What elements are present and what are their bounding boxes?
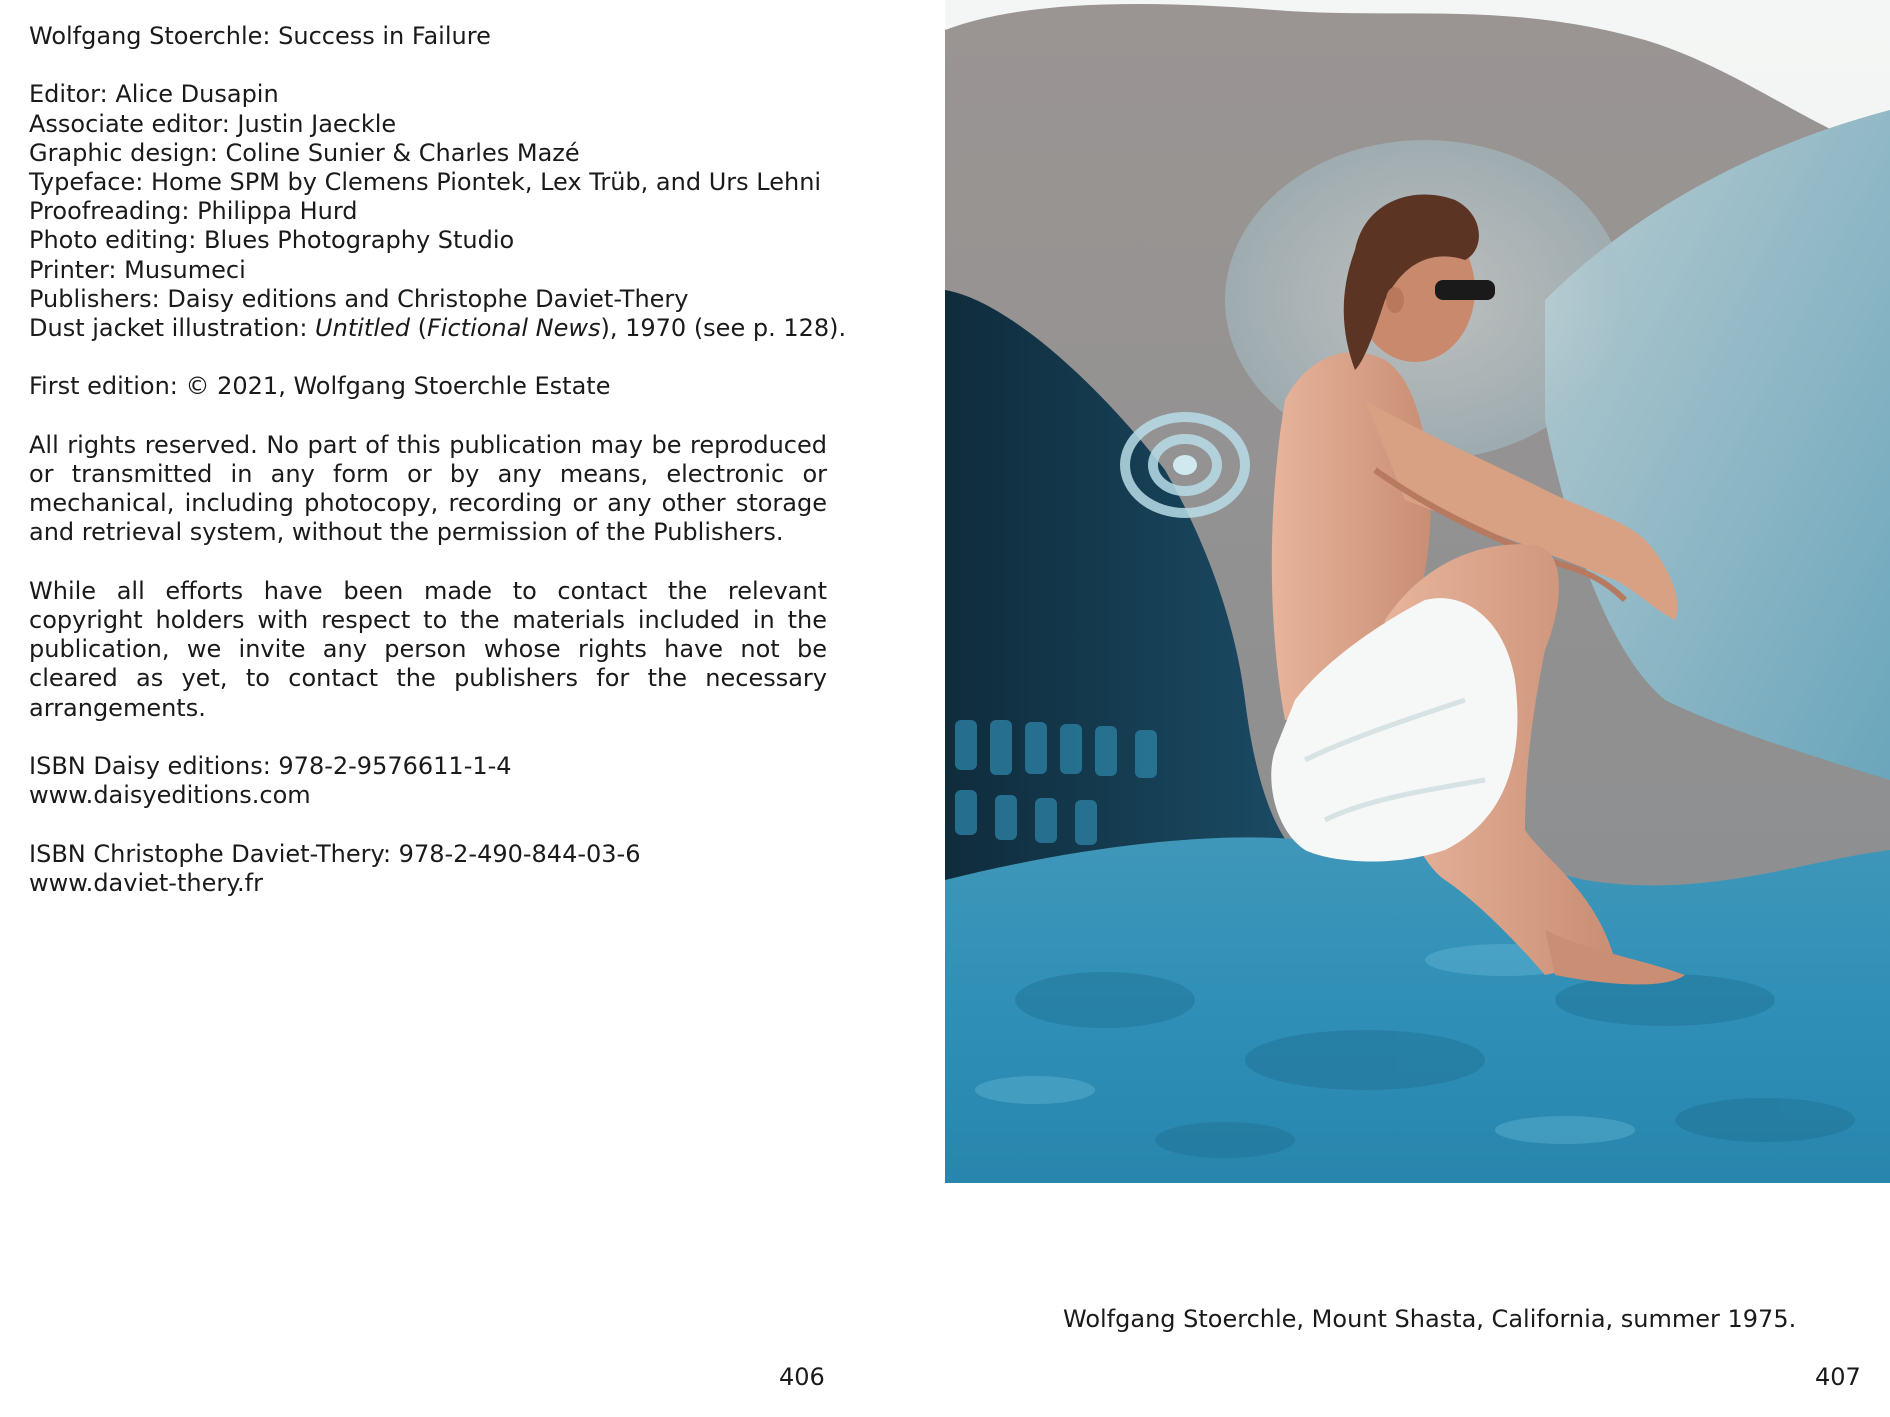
dust-jacket-title-fictional-news: Fictional News — [426, 314, 601, 343]
credit-publishers: Publishers: Daisy editions and Christophe Daviet-Thery — [29, 284, 689, 313]
isbn-daisy: ISBN Daisy editions: 978-2-9576611-1-4 — [29, 752, 512, 780]
isbn-daviet: ISBN Christophe Daviet-Thery: 978-2-490-844-03-6 — [29, 839, 641, 868]
isbn-daisy-block — [29, 752, 829, 810]
first-edition: First edition: © 2021, Wolfgang Stoerchle Estate — [29, 372, 611, 401]
credit-editor: Editor: Alice Dusapin — [29, 80, 279, 109]
credit-photo-editing: Photo editing: Blues Photography Studio — [29, 226, 515, 255]
credits-block — [29, 80, 847, 343]
dust-jacket-mid: ( — [409, 314, 427, 343]
book-title: Wolfgang Stoerchle: Success in Failure — [29, 22, 491, 50]
credit-typeface: Typeface: Home SPM by Clemens Piontek, Lex Trüb, and Urs Lehni — [29, 168, 822, 196]
dust-jacket-title-untitled: Untitled — [315, 314, 410, 343]
colophon — [29, 22, 847, 927]
rights-paragraph: All rights reserved. No part of this publication may be reproduced or transmitted in any form or by any means, electronic or mechanical, including photocopy, recording or any other storage and retrieval system, without the permission of the Publishers. — [29, 430, 827, 547]
url-daisy: www.daisyeditions.com — [29, 781, 311, 810]
book-title-block — [29, 22, 829, 51]
photo-caption: Wolfgang Stoerchle, Mount Shasta, California, summer 1975. — [1063, 1305, 1797, 1333]
page-number-left: 406 — [779, 1363, 825, 1391]
dust-jacket-prefix: Dust jacket illustration: — [29, 314, 316, 343]
photograph — [945, 0, 1890, 1183]
isbn-daviet-block — [29, 840, 829, 898]
page-number-right: 407 — [1815, 1363, 1861, 1391]
photograph-illustration — [945, 0, 1890, 1183]
credit-associate-editor: Associate editor: Justin Jaeckle — [29, 109, 397, 138]
credit-graphic-design: Graphic design: Coline Sunier & Charles Mazé — [29, 138, 580, 167]
url-daviet: www.daviet-thery.fr — [29, 868, 263, 897]
dust-jacket-suffix: ), 1970 (see p. 128). — [600, 314, 847, 343]
credit-dust-jacket — [29, 314, 847, 343]
credit-printer: Printer: Musumeci — [29, 255, 246, 284]
copyright-notice-paragraph: While all efforts have been made to contact the relevant copyright holders with respect to the materials included in the publication, we invite any person whose rights have not be cleared as yet, to contact the publishers for the necessary arrangements. — [29, 576, 827, 722]
credit-proofreading: Proofreading: Philippa Hurd — [29, 197, 358, 226]
